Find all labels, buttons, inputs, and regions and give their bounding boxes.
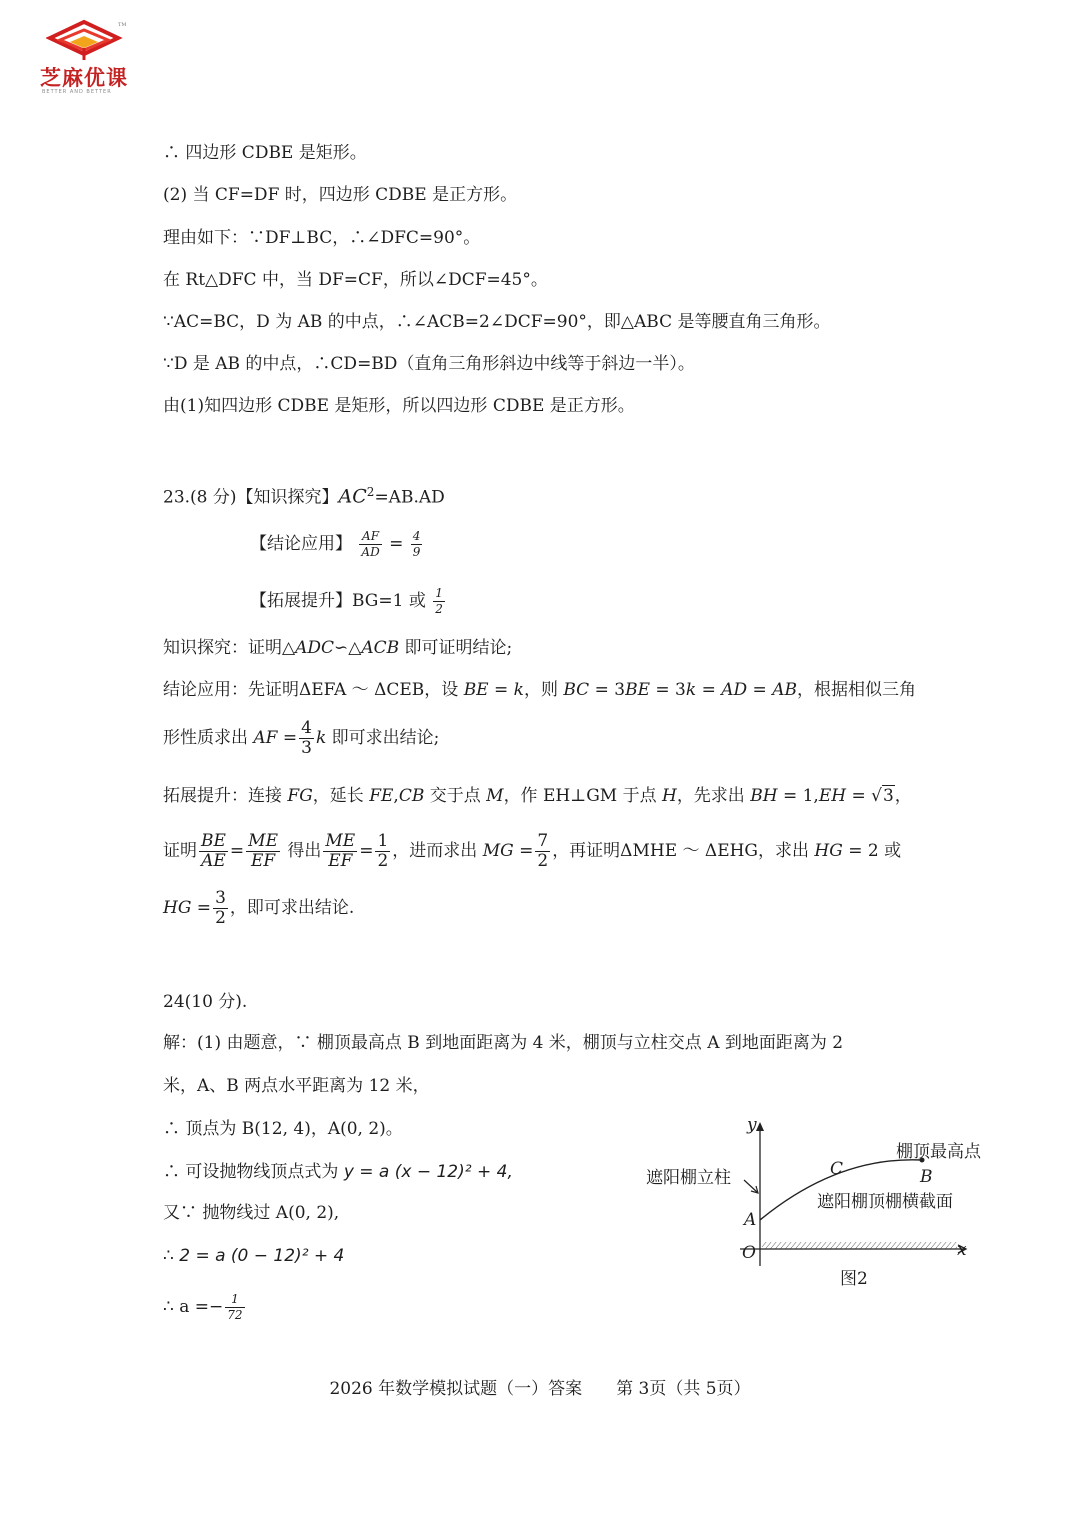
q23-conclusion-1: 【结论应用】 $\frac{AF}{AD}$ = $\frac{4}{9}$: [250, 529, 421, 559]
figure-2: [640, 1112, 1010, 1302]
post-label: 遮阳棚立柱: [646, 1168, 731, 1188]
q23-sup: 2: [366, 485, 375, 499]
logo-tagline: BETTER AND BETTER: [42, 89, 112, 95]
point-c-label: C: [830, 1159, 844, 1179]
solution-line-4: 在 Rt△DFC 中，当 DF=CF，所以∠DCF=45°。: [163, 270, 548, 290]
q24-line-1: 解：(1) 由题意，∵ 棚顶最高点 B 到地面距离为 4 米，棚顶与立柱交点 A 到地面距离为 2: [163, 1033, 844, 1053]
page-footer: 2026 年数学模拟试题（一）答案 第 3页（共 5页）: [329, 1379, 751, 1399]
solution-line-5: ∵AC=BC，D 为 AB 的中点，∴∠ACB=2∠DCF=90°，即△ABC 是等腰直角三角形。: [163, 312, 831, 332]
brand-logo: [38, 18, 138, 95]
svg-text:TM: TM: [118, 22, 126, 28]
q23-explain-2: 结论应用：先证明ΔEFA ～ ΔCEB，设 BE = k，则 BC = 3BE = 3k = AD = AB，根据相似三角: [163, 680, 916, 700]
fraction: $\frac{4}{3}$: [301, 718, 312, 758]
fraction: $\frac{1}{72}$: [227, 1292, 243, 1322]
q24-line-4: ∴ 可设抛物线顶点式为 y = a (x − 12)² + 4,: [163, 1162, 513, 1182]
ground-hatch: [762, 1242, 957, 1249]
fraction: $\frac{ME}{EF}$: [325, 831, 356, 871]
point-b-label: B: [920, 1167, 933, 1187]
q24-line-2: 米，A、B 两点水平距离为 12 米，: [163, 1076, 430, 1096]
logo-name: 芝麻优课: [40, 66, 128, 90]
q23-c2-label: 【拓展提升】BG=1 或: [250, 591, 426, 611]
q23-title: 23.(8 分)【知识探究】: [163, 487, 339, 508]
fraction: $\frac{4}{9}$: [412, 529, 421, 559]
q24-line-5: 又∵ 抛物线过 A(0, 2),: [163, 1203, 340, 1223]
y-axis-label: y: [747, 1115, 757, 1135]
q23-explain-5: 证明 $\frac{BE}{AE}$ = $\frac{ME}{EF}$ 得出 $\frac{ME}{EF}$ = $\frac{1}{2}$ ，进而求出 MG = $\frac{7}{2}$ ，再证明ΔMHE ～ ΔEHG，求出 HG = 2 或: [163, 831, 902, 871]
q23-explain-4: 拓展提升：连接 FG，延长 FE,CB 交于点 M，作 EH⊥GM 于点 H，先求出 BH = 1,EH = √3，: [163, 786, 912, 806]
origin-label: O: [742, 1243, 756, 1263]
q24-line-3: ∴ 顶点为 B(12, 4)，A(0, 2)。: [163, 1119, 403, 1139]
point-a-label: A: [744, 1210, 757, 1230]
figure-caption: 图2: [840, 1269, 868, 1289]
fraction: $\frac{1}{2}$: [435, 586, 443, 616]
x-axis-label: x: [957, 1240, 967, 1260]
q23-explain-3: 形性质求出 AF = $\frac{4}{3}$ k 即可求出结论;: [163, 718, 440, 758]
fraction: $\frac{1}{2}$: [377, 831, 389, 871]
post-pointer: [744, 1180, 757, 1192]
y-arrow-icon: [756, 1122, 764, 1131]
section-label: 遮阳棚顶棚横截面: [817, 1192, 953, 1212]
q23-math: AC: [338, 485, 367, 508]
solution-line-7: 由(1)知四边形 CDBE 是矩形，所以四边形 CDBE 是正方形。: [163, 396, 635, 416]
solution-line-3: 理由如下：∵DF⊥BC，∴∠DFC=90°。: [163, 228, 481, 248]
q24-header: 24(10 分).: [163, 992, 248, 1012]
solution-line-6: ∵D 是 AB 的中点，∴CD=BD（直角三角形斜边中线等于斜边一半）。: [163, 354, 695, 374]
q23-explain-6: HG = $\frac{3}{2}$ ，即可求出结论.: [163, 888, 355, 928]
solution-line-1: ∴ 四边形 CDBE 是矩形。: [163, 143, 367, 163]
logo-mark-icon: [46, 18, 126, 62]
q23-conclusion-2: [250, 586, 447, 617]
q23-head-tail: =AB.AD: [374, 487, 445, 508]
solution-line-2: (2) 当 CF=DF 时，四边形 CDBE 是正方形。: [163, 185, 518, 205]
q24-line-7: ∴ a =− $\frac{1}{72}$: [163, 1292, 243, 1322]
top-point-label: 棚顶最高点: [896, 1142, 981, 1162]
fraction: $\frac{7}{2}$: [537, 831, 549, 871]
q23-explain-1: 知识探究：证明△ADC∽△ACB 即可证明结论;: [163, 638, 513, 658]
fraction: $\frac{AF}{AD}$: [361, 529, 380, 559]
q24-line-6: ∴ 2 = a (0 − 12)² + 4: [163, 1246, 345, 1266]
q23-c1-label: 【结论应用】: [250, 534, 352, 554]
fraction: $\frac{BE}{AE}$: [201, 831, 226, 871]
fraction: $\frac{3}{2}$: [215, 888, 226, 928]
fraction: $\frac{ME}{EF}$: [248, 831, 278, 871]
q23-header: [163, 480, 445, 510]
